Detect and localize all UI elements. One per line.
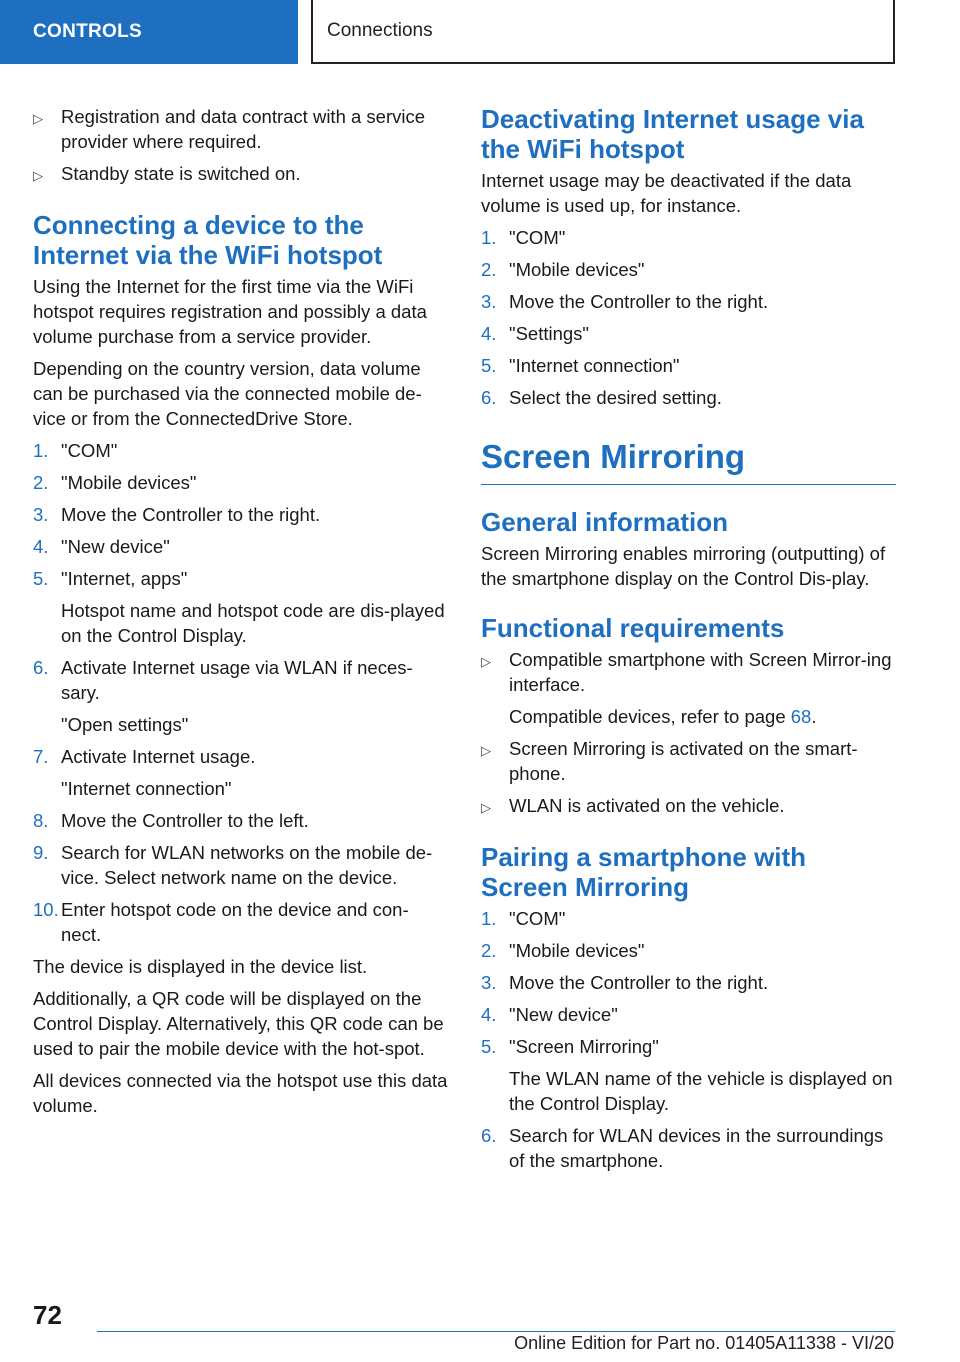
paragraph: Using the Internet for the first time via the WiFi hotspot requires registration and possibly a data volume purchase from a service provider. — [33, 276, 427, 347]
step-text: "Mobile devices" — [61, 472, 197, 493]
step-text: "Mobile devices" — [509, 940, 645, 961]
list-item — [481, 647, 896, 729]
list-item-text: Registration and data contract with a service provider where required. — [61, 106, 426, 152]
step-text: Enter hotspot code on the device and con‐nect. — [61, 899, 409, 945]
list-item-text: WLAN is activated on the vehicle. — [509, 795, 785, 816]
step-number: 10. — [33, 899, 59, 920]
page-reference-link[interactable]: 68 — [790, 706, 812, 727]
step-text: "COM" — [61, 440, 118, 461]
step-item — [33, 808, 448, 833]
step-item — [481, 321, 896, 346]
step-item — [33, 566, 448, 648]
paragraph: The device is displayed in the device list. — [33, 956, 368, 977]
step-text: "COM" — [509, 227, 566, 248]
heading-pairing-smartphone: Pairing a smartphone with Screen Mirroring — [481, 842, 807, 902]
step-item — [481, 1123, 896, 1173]
step-number: 6. — [481, 1125, 497, 1146]
step-number: 1. — [33, 440, 49, 461]
step-text: "Mobile devices" — [509, 259, 645, 280]
step-number: 6. — [33, 657, 49, 678]
step-text: "Settings" — [509, 323, 589, 344]
paragraph: All devices connected via the hotspot use this data volume. — [33, 1070, 448, 1116]
left-column — [33, 104, 448, 1125]
step-item — [481, 225, 896, 250]
step-text: "Internet, apps" — [61, 568, 188, 589]
step-number: 8. — [33, 810, 49, 831]
list-item — [33, 104, 448, 154]
step-item — [481, 289, 896, 314]
step-item — [33, 744, 448, 801]
pairing-steps — [481, 906, 896, 1173]
footer-divider — [97, 1331, 895, 1332]
step-text: "COM" — [509, 908, 566, 929]
step-number: 3. — [481, 972, 497, 993]
heading-general-information: General information — [481, 507, 729, 537]
step-text: Activate Internet usage. — [61, 746, 256, 767]
step-number: 5. — [33, 568, 49, 589]
step-number: 4. — [481, 1004, 497, 1025]
step-item — [481, 906, 896, 931]
triangle-right-outline-icon: ▷ — [33, 168, 43, 183]
deactivate-steps — [481, 225, 896, 410]
step-text: "Internet connection" — [509, 355, 680, 376]
step-number: 4. — [481, 323, 497, 344]
heading-functional-requirements: Functional requirements — [481, 613, 785, 643]
paragraph: Internet usage may be deactivated if the data volume is used up, for instance. — [481, 170, 852, 216]
step-text: Activate Internet usage via WLAN if neces‐sary. — [61, 657, 413, 703]
step-number: 6. — [481, 387, 497, 408]
list-item-text: Screen Mirroring is activated on the smart‐phone. — [509, 738, 858, 784]
step-number: 1. — [481, 908, 497, 929]
step-item — [33, 840, 448, 890]
paragraph: Screen Mirroring enables mirroring (outputting) of the smartphone display on the Control Dis‐play. — [481, 543, 886, 589]
step-item — [481, 385, 896, 410]
step-number: 1. — [481, 227, 497, 248]
step-number: 5. — [481, 355, 497, 376]
step-text: Move the Controller to the right. — [61, 504, 321, 525]
step-detail: The WLAN name of the vehicle is displayed on the Control Display. — [509, 1068, 893, 1114]
step-detail: "Internet connection" — [61, 778, 232, 799]
step-number: 7. — [33, 746, 49, 767]
step-item — [481, 353, 896, 378]
step-text: "New device" — [509, 1004, 618, 1025]
step-item — [33, 470, 448, 495]
step-text: Search for WLAN networks on the mobile de‐vice. Select network name on the device. — [61, 842, 433, 888]
list-item — [481, 736, 896, 786]
step-number: 2. — [33, 472, 49, 493]
triangle-right-outline-icon: ▷ — [33, 111, 43, 126]
step-item — [33, 897, 448, 947]
list-item — [481, 793, 896, 820]
right-column — [481, 104, 896, 1180]
list-item — [33, 161, 448, 188]
step-number: 2. — [481, 940, 497, 961]
step-number: 4. — [33, 536, 49, 557]
heading-screen-mirroring: Screen Mirroring — [481, 436, 896, 485]
triangle-right-outline-icon: ▷ — [481, 800, 491, 815]
step-item — [481, 1034, 896, 1116]
triangle-right-outline-icon: ▷ — [481, 743, 491, 758]
step-item — [481, 938, 896, 963]
chapter-title: Connections — [311, 0, 895, 64]
step-text: Move the Controller to the left. — [61, 810, 309, 831]
step-item — [481, 1002, 896, 1027]
step-number: 9. — [33, 842, 49, 863]
triangle-right-outline-icon: ▷ — [481, 654, 491, 669]
footer-edition: Online Edition for Part no. 01405A11338 - VI/20 — [514, 1333, 894, 1353]
step-number: 2. — [481, 259, 497, 280]
step-text: Search for WLAN devices in the surroundings of the smartphone. — [509, 1125, 884, 1171]
step-item — [33, 438, 448, 463]
step-text: Move the Controller to the right. — [509, 291, 769, 312]
list-item-detail: Compatible devices, refer to page 68. — [509, 706, 817, 727]
list-item-text: Standby state is switched on. — [61, 163, 301, 184]
step-number: 3. — [481, 291, 497, 312]
step-detail: Hotspot name and hotspot code are dis‐played on the Control Display. — [61, 600, 445, 646]
step-item — [33, 502, 448, 527]
step-text: "New device" — [61, 536, 170, 557]
connect-steps — [33, 438, 448, 947]
step-text: "Screen Mirroring" — [509, 1036, 659, 1057]
heading-deactivate-internet: Deactivating Internet usage via the WiFi hotspot — [481, 104, 864, 164]
step-text: Select the desired setting. — [509, 387, 722, 408]
section-tab-controls: CONTROLS — [0, 0, 298, 64]
page-number: 72 — [33, 1300, 62, 1330]
step-item — [481, 257, 896, 282]
paragraph: Depending on the country version, data volume can be purchased via the connected mobile de‐vice or from the ConnectedDrive Store. — [33, 358, 422, 429]
step-number: 5. — [481, 1036, 497, 1057]
heading-connect-device: Connecting a device to the Internet via the WiFi hotspot — [33, 210, 383, 270]
step-text: Move the Controller to the right. — [509, 972, 769, 993]
step-item — [481, 970, 896, 995]
step-item — [33, 534, 448, 559]
paragraph: Additionally, a QR code will be displayed on the Control Display. Alternatively, this QR code can be used to pair the mobile device with the hot‐spot. — [33, 988, 444, 1059]
prerequisite-list — [33, 104, 448, 188]
list-item-text: Compatible smartphone with Screen Mirror‐ing interface. — [509, 649, 892, 695]
step-number: 3. — [33, 504, 49, 525]
step-item — [33, 655, 448, 737]
step-detail: "Open settings" — [61, 714, 189, 735]
requirements-list — [481, 647, 896, 820]
